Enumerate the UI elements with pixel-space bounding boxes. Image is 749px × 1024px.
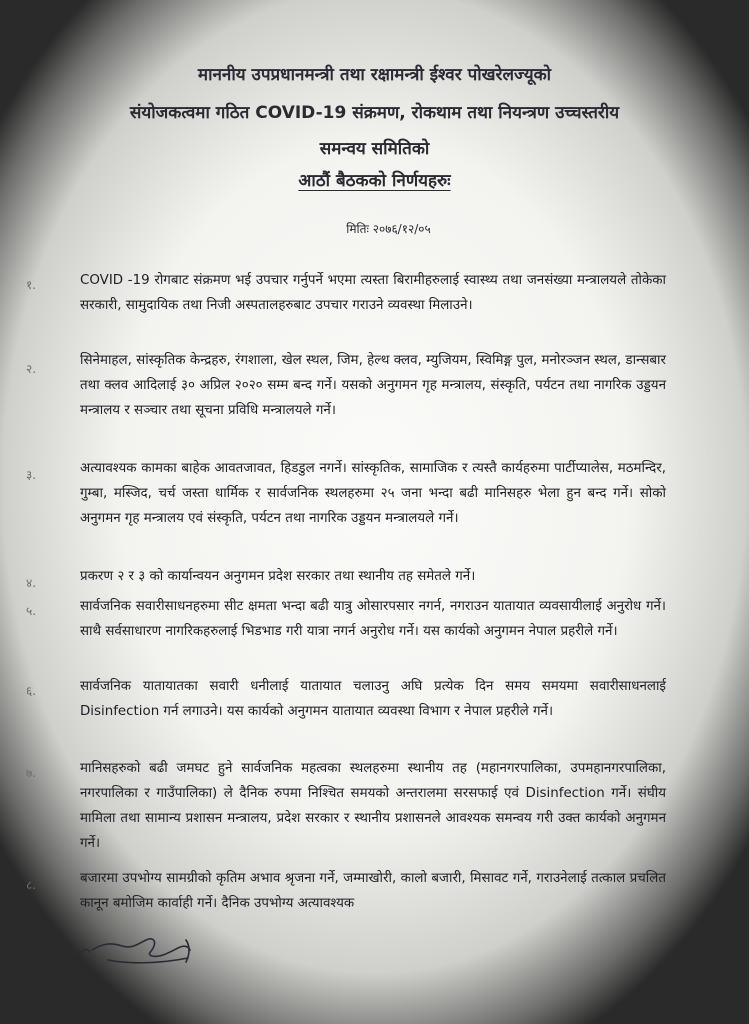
item-number: ८. [26, 878, 37, 892]
item-number: १. [26, 278, 37, 292]
document-date: मितिः २०७६/१२/०५ [346, 222, 431, 236]
heading-line-1: माननीय उपप्रधानमन्त्री तथा रक्षामन्त्री ईश्वर पोखरेलज्यूको [197, 65, 552, 85]
decision-item: बजारमा उपभोग्य सामग्रीको कृतिम अभाव श्रृजना गर्ने, जम्माखोरी, कालो बजारी, मिसावट गर्ने, गराउनेलाई तत्काल प्रचलित कानून बमोजिम कार्वाही गर्ने। दैनिक उपभोग्य अत्यावश्यक [80, 871, 666, 911]
document-title: आठौं बैठकको निर्णयहरुः [298, 171, 451, 191]
item-number: ७. [26, 766, 37, 780]
decision-item: सार्वजनिक यातायातका सवारी धनीलाई यातायात चलाउनु अघि प्रत्येक दिन समय समयमा सवारीसाधनलाई Disinfection गर्न लगाउने। यस कार्यको अनुगमन यातायात व्यवस्था विभाग र नेपाल प्रहरीले गर्ने। [80, 679, 666, 719]
decision-item: प्रकरण २ र ३ को कार्यान्वयन अनुगमन प्रदेश सरकार तथा स्थानीय तह समेतले गर्ने। [80, 569, 476, 584]
decision-item: मानिसहरुको बढी जमघट हुने सार्वजनिक महत्वका स्थलहरुमा स्थानीय तह (महानगरपालिका, उपमहानगरपालिका, नगरपालिका र गाउँपालिका) ले दैनिक रुपमा निश्चित समयको अन्तरालमा सरसफाई एवं Disinfection गर्ने। संघीय मामिला तथा सामान्य प्रशासन मन्त्रालय, प्रदेश सरकार र स्थानीय प्रशासनले आवश्यक समन्वय गरी उक्त कार्यको अनुगमन गर्ने। [80, 761, 666, 851]
heading-line-2: संयोजकत्वमा गठित COVID-19 संक्रमण, रोकथाम तथा नियन्त्रण उच्चस्तरीय [129, 103, 620, 123]
heading-line-3: समन्वय समितिको [319, 139, 430, 159]
item-number: ३. [26, 468, 37, 482]
handwritten-signature [68, 930, 218, 970]
decision-item: COVID -19 रोगबाट संक्रमण भई उपचार गर्नुपर्ने भएमा त्यस्ता बिरामीहरुलाई स्वास्थ्य तथा जनसंख्या मन्त्रालयले तोकेका सरकारी, सामुदायिक तथा निजी अस्पतालहरुबाट उपचार गराउने व्यवस्था मिलाउने। [80, 273, 666, 313]
item-number: ६. [26, 684, 37, 698]
decision-item: सार्वजनिक सवारीसाधनहरुमा सीट क्षमता भन्दा बढी यात्रु ओसारपसार नगर्न, नगराउन यातायात व्यवसायीलाई अनुरोध गर्ने। साथै सर्वसाधारण नागरिकहरुलाई भिडभाड गरी यात्रा नगर्न अनुरोध गर्ने। यस कार्यको अनुगमन नेपाल प्रहरीले गर्ने। [80, 599, 666, 639]
decision-item: अत्यावश्यक कामका बाहेक आवतजावत, हिडडुल नगर्ने। सांस्कृतिक, सामाजिक र त्यस्तै कार्यहरुमा पार्टीप्यालेस, मठमन्दिर, गुम्बा, मस्जिद, चर्च जस्ता धार्मिक र सार्वजनिक स्थलहरुमा २५ जना भन्दा बढी मानिसहरु भेला हुन बन्द गर्ने। सोको अनुगमन गृह मन्त्रालय एवं संस्कृति, पर्यटन तथा नागरिक उड्डयन मन्त्रालयले गर्ने। [80, 461, 666, 526]
decision-item: सिनेमाहल, सांस्कृतिक केन्द्रहरु, रंगशाला, खेल स्थल, जिम, हेल्थ क्लव, म्युजियम, स्विमिङ्ग पुल, मनोरञ्जन स्थल, डान्सबार तथा क्लव आदिलाई ३० अप्रिल २०२० सम्म बन्द गर्ने। यसको अनुगमन गृह मन्त्रालय, संस्कृति, पर्यटन तथा नागरिक उड्डयन मन्त्रालय र सञ्चार तथा सूचना प्रविधि मन्त्रालयले गर्ने। [80, 353, 666, 418]
item-number: ५. [26, 604, 37, 618]
item-number: २. [26, 362, 37, 376]
item-number: ४. [26, 576, 37, 590]
